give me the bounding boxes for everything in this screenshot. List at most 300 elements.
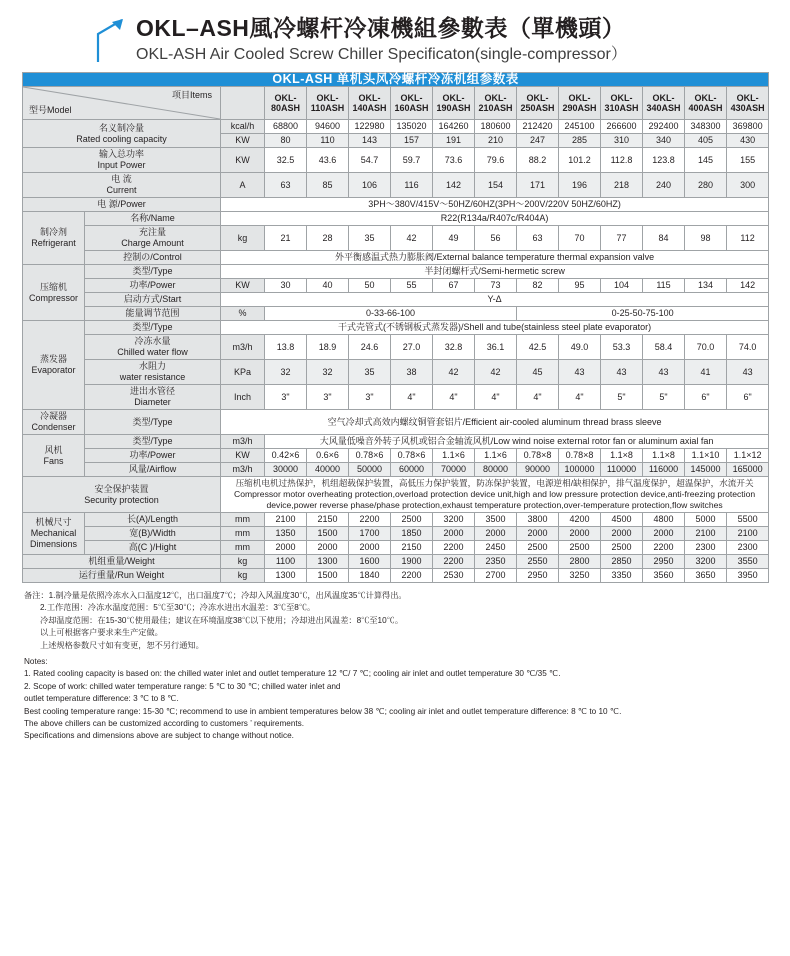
cell-value: 4" [559,385,601,410]
cell-value: 1100 [265,555,307,569]
cell-value: 5500 [727,513,769,527]
cell-value: 142 [727,279,769,293]
model-col-header: OKL- 140ASH [349,87,391,120]
cell-value: 2000 [643,527,685,541]
cell-value: 1.1×6 [475,449,517,463]
cell-value: 155 [727,148,769,173]
cell-value: 1.1×8 [601,449,643,463]
cell-value: 2700 [475,569,517,583]
cell-value: 84 [643,226,685,251]
row-label: 控制の/Control [85,251,221,265]
cell-value: 2000 [433,527,475,541]
cell-value: 247 [517,134,559,148]
cell-value: 70 [559,226,601,251]
cell-value: 3650 [685,569,727,583]
note-en-line: 1. Rated cooling capacity is based on: the chilled water inlet and outlet temperature 12 ℃/ 7 ℃; cooling air inlet and outlet temperature 30 ℃/35 ℃. [24,669,561,679]
row-unit: kg [221,555,265,569]
cell-value: 122980 [349,120,391,134]
table-row [23,410,769,435]
notes-cn [24,590,766,652]
cell-value: 191 [433,134,475,148]
table-row [23,360,769,385]
cell-value: 88.2 [517,148,559,173]
cell-value: 3250 [559,569,601,583]
cell-value: 110 [307,134,349,148]
cell-value: 4500 [601,513,643,527]
table-row-safety [23,477,769,513]
cell-value: 43 [727,360,769,385]
cell-value: 43 [559,360,601,385]
cell-value: 67 [433,279,475,293]
row-unit: mm [221,527,265,541]
cell-value: 2500 [559,541,601,555]
row-label: 机组重量/Weight [23,555,221,569]
cell-value: 43.6 [307,148,349,173]
cell-value: 55 [391,279,433,293]
cell-value: 1.1×8 [643,449,685,463]
cell-value: 3200 [685,555,727,569]
cell-value: 3800 [517,513,559,527]
cell-value: 38 [391,360,433,385]
section-label-dimensions: 机械尺寸 Mechanical Dimensions [23,513,85,555]
table-row [23,513,769,527]
spec-table-body [23,73,769,583]
note-en-line: outlet temperature difference: 3 ℃ to 8 ℃. [24,694,179,704]
model-col-header: OKL- 160ASH [391,87,433,120]
cell-value: 4" [517,385,559,410]
cell-value: 5000 [685,513,727,527]
cell-value: 2800 [559,555,601,569]
cell-value: 240 [643,173,685,198]
notes-en [24,656,766,743]
row-unit: KPa [221,360,265,385]
cell-value: 42 [475,360,517,385]
cell-value: 101.2 [559,148,601,173]
cell-value: 68800 [265,120,307,134]
cell-value: 134 [685,279,727,293]
cell-value: 112 [727,226,769,251]
cell-value: 142 [433,173,475,198]
evaporator-type: 干式壳管式(不锈钢板式蒸发器)/Shell and tube(stainless steel plate evaporator) [221,321,769,335]
cell-value: 45 [517,360,559,385]
row-unit: KW [221,134,265,148]
cell-value: 4200 [559,513,601,527]
cell-value: 2450 [475,541,517,555]
cell-value: 2000 [517,527,559,541]
cell-value: 1.1×6 [433,449,475,463]
cell-value: 49.0 [559,335,601,360]
cell-value: 292400 [643,120,685,134]
model-col-header: OKL- 210ASH [475,87,517,120]
cell-value: 0.78×6 [391,449,433,463]
title-cn: OKL–ASH風冷螺杆冷凍機組參數表（單機頭） [136,15,626,41]
cell-value: 63 [517,226,559,251]
note-en-line: Best cooling temperature range: 15-30 ℃; recommend to use in ambient temperatures below 38 ℃; cooling air inlet and outlet temperature difference: 8 ℃ to 10 ℃. [24,706,622,716]
cell-value: 24.6 [349,335,391,360]
cell-value: 2550 [517,555,559,569]
cell-value: 56 [475,226,517,251]
cell-value: 135020 [391,120,433,134]
cell-value: 2950 [517,569,559,583]
cell-value: 212420 [517,120,559,134]
cell-value: 2150 [307,513,349,527]
cell-value: 27.0 [391,335,433,360]
cell-value: 100000 [559,463,601,477]
cell-value: 143 [349,134,391,148]
row-label: 启动方式/Start [85,293,221,307]
corner-items-label: 项目Items [171,90,212,100]
table-row [23,385,769,410]
row-label: 电 源/Power [23,198,221,212]
cell-value: 2000 [307,541,349,555]
table-row [23,527,769,541]
cell-value: 3950 [727,569,769,583]
cell-value: 266600 [601,120,643,134]
cell-value: 285 [559,134,601,148]
capacity-range-left: 0-33-66-100 [265,307,517,321]
cell-value: 2100 [685,527,727,541]
cell-value: 2100 [727,527,769,541]
cell-value: 2200 [349,513,391,527]
cell-value: 5" [601,385,643,410]
table-row [23,293,769,307]
row-label: 宽(B)/Width [85,527,221,541]
condenser-type: 空气冷却式高效内螺纹铜管套铝片/Efficient air-cooled aluminum thread brass sleeve [221,410,769,435]
cell-value: 13.8 [265,335,307,360]
table-row [23,463,769,477]
cell-value: 310 [601,134,643,148]
cell-value: 0.6×6 [307,449,349,463]
row-label: 电 流 Current [23,173,221,198]
cell-value: 430 [727,134,769,148]
cell-value: 36.1 [475,335,517,360]
cell-value: 196 [559,173,601,198]
cell-value: 116000 [643,463,685,477]
cell-value: 60000 [391,463,433,477]
cell-value: 116 [391,173,433,198]
cell-value: 104 [601,279,643,293]
section-label-refrigerant: 制冷剂 Refrigerant [23,212,85,265]
cell-value: 74.0 [727,335,769,360]
row-unit: KW [221,279,265,293]
table-row [23,173,769,198]
cell-value: 2200 [391,569,433,583]
section-label-compressor: 压缩机 Compressor [23,265,85,321]
cell-value: 18.9 [307,335,349,360]
row-label: 冷冻水量 Chilled water flow [85,335,221,360]
cell-value: 32.5 [265,148,307,173]
table-row [23,265,769,279]
section-label-safety: 安全保护装置 Security protection [23,477,221,513]
model-header-row [23,87,769,120]
cell-value: 77 [601,226,643,251]
row-label: 水阻力 water resistance [85,360,221,385]
table-row [23,541,769,555]
cell-value: 4" [391,385,433,410]
cell-value: 0.78×8 [559,449,601,463]
table-row-power [23,198,769,212]
cell-value: 30000 [265,463,307,477]
model-col-header: OKL- 110ASH [307,87,349,120]
table-row [23,307,769,321]
cell-value: 145 [685,148,727,173]
title-en: OKL-ASH Air Cooled Screw Chiller Specificaton(single-compressor） [136,46,627,63]
cell-value: 40 [307,279,349,293]
row-label: 运行重量/Run Weight [23,569,221,583]
cell-value: 369800 [727,120,769,134]
table-row [23,335,769,360]
cell-value: 1.1×12 [727,449,769,463]
cell-value: 157 [391,134,433,148]
cell-value: 80000 [475,463,517,477]
row-label: 充注量 Charge Amount [85,226,221,251]
cell-value: 1500 [307,569,349,583]
cell-value: 2500 [391,513,433,527]
cell-value: 180600 [475,120,517,134]
table-row [23,148,769,173]
cell-value: 280 [685,173,727,198]
cell-value: 35 [349,360,391,385]
banner-text: OKL-ASH 单机头风冷螺杆冷冻机组参数表 [23,73,769,87]
cell-value: 0.78×6 [349,449,391,463]
cell-value: 2000 [265,541,307,555]
table-row [23,226,769,251]
cell-value: 245100 [559,120,601,134]
cell-value: 106 [349,173,391,198]
table-row [23,569,769,583]
arrow-logo-icon [92,14,136,66]
cell-value: 164260 [433,120,475,134]
table-row [23,279,769,293]
cell-value: 43 [601,360,643,385]
refrigerant-name: R22(R134a/R407c/R404A) [221,212,769,226]
cell-value: 32 [307,360,349,385]
note-en-line: 2. Scope of work: chilled water temperature range: 5 ℃ to 30 ℃; chilled water inlet and [24,681,341,691]
row-unit: % [221,307,265,321]
cell-value: 4" [475,385,517,410]
row-label: 名义制冷量 Rated cooling capacity [23,120,221,148]
cell-value: 348300 [685,120,727,134]
cell-value: 3" [265,385,307,410]
cell-value: 1700 [349,527,391,541]
cell-value: 2500 [517,541,559,555]
row-unit: KW [221,449,265,463]
row-unit: m3/h [221,435,265,449]
cell-value: 3500 [475,513,517,527]
note-cn-line: 备注：1.制冷量是依照冷冻水入口温度12℃，出口温度7℃；冷却入风温度30℃，出风温度35℃计算得出。 [24,591,407,600]
note-cn-line: 以上可根据客户要求来生产定做。 [40,628,163,638]
table-row [23,120,769,134]
cell-value: 1840 [349,569,391,583]
row-unit: mm [221,541,265,555]
power-value: 3PH～380V/415V～50HZ/60HZ(3PH～200V/220V 50HZ/60HZ) [221,198,769,212]
table-row [23,449,769,463]
row-label: 名称/Name [85,212,221,226]
spec-table-wrap [0,72,790,583]
section-label-condenser: 冷凝器 Condenser [23,410,85,435]
cell-value: 1850 [391,527,433,541]
cell-value: 0.42×6 [265,449,307,463]
model-col-header: OKL- 400ASH [685,87,727,120]
table-row [23,251,769,265]
cell-value: 218 [601,173,643,198]
row-unit: A [221,173,265,198]
cell-value: 50 [349,279,391,293]
cell-value: 2000 [349,541,391,555]
cell-value: 5" [643,385,685,410]
row-unit: kcal/h [221,120,265,134]
capacity-range-right: 0-25-50-75-100 [517,307,769,321]
model-col-header: OKL- 310ASH [601,87,643,120]
cell-value: 59.7 [391,148,433,173]
cell-value: 21 [265,226,307,251]
cell-value: 2150 [391,541,433,555]
cell-value: 154 [475,173,517,198]
corner-model-label: 型号Model [29,105,72,115]
cell-value: 90000 [517,463,559,477]
cell-value: 1350 [265,527,307,541]
table-row [23,435,769,449]
cell-value: 63 [265,173,307,198]
row-unit: kg [221,569,265,583]
cell-value: 1900 [391,555,433,569]
cell-value: 0.78×8 [517,449,559,463]
cell-value: 3350 [601,569,643,583]
row-unit: m3/h [221,463,265,477]
cell-value: 6" [685,385,727,410]
row-label: 类型/Type [85,265,221,279]
row-label: 高(C )/Hight [85,541,221,555]
fan-type: 大风量低噪音外转子风机或铝合金轴流风机/Low wind noise external rotor fan or aluminum axial fan [265,435,769,449]
row-label: 类型/Type [85,435,221,449]
row-unit: KW [221,148,265,173]
cell-value: 2200 [433,541,475,555]
row-unit: m3/h [221,335,265,360]
notes-block [0,583,790,743]
cell-value: 165000 [727,463,769,477]
cell-value: 82 [517,279,559,293]
cell-value: 73 [475,279,517,293]
cell-value: 32.8 [433,335,475,360]
cell-value: 80 [265,134,307,148]
cell-value: 110000 [601,463,643,477]
model-col-header: OKL- 80ASH [265,87,307,120]
cell-value: 43 [643,360,685,385]
note-en-line: Specifications and dimensions above are subject to change without notice. [24,731,294,741]
model-col-header: OKL- 430ASH [727,87,769,120]
cell-value: 3200 [433,513,475,527]
cell-value: 53.3 [601,335,643,360]
cell-value: 405 [685,134,727,148]
row-unit: kg [221,226,265,251]
cell-value: 2300 [727,541,769,555]
note-en-line: The above chillers can be customized according to customers ’ requirements. [24,719,305,729]
cell-value: 1600 [349,555,391,569]
cell-value: 1300 [307,555,349,569]
cell-value: 3550 [727,555,769,569]
cell-value: 30 [265,279,307,293]
cell-value: 2000 [475,527,517,541]
cell-value: 49 [433,226,475,251]
header-corner [23,87,221,120]
cell-value: 2850 [601,555,643,569]
cell-value: 42 [433,360,475,385]
cell-value: 58.4 [643,335,685,360]
cell-value: 340 [643,134,685,148]
cell-value: 2100 [265,513,307,527]
cell-value: 2530 [433,569,475,583]
row-label: 功率/Power [85,449,221,463]
row-label: 类型/Type [85,410,221,435]
cell-value: 2950 [643,555,685,569]
cell-value: 94600 [307,120,349,134]
row-label: 长(A)/Length [85,513,221,527]
model-col-unit [221,87,265,120]
section-label-evaporator: 蒸发器 Evaporator [23,321,85,410]
page-title [136,14,627,66]
cell-value: 85 [307,173,349,198]
row-label: 进出水管径 Diameter [85,385,221,410]
cell-value: 3560 [643,569,685,583]
cell-value: 1500 [307,527,349,541]
safety-text: 压缩机电机过热保护，机组超载保护装置，高低压力保护装置，防冻保护装置，电源逆相/缺相保护，排气温度保护，超温保护，水流开关 Compressor motor overheating protection,overload protection device unit,high and low pressure protection device,anti-freezing protection device,power reverse phase/phase protection,exhaust temperature protection,over-temperature protection,flow switches [221,477,769,513]
compressor-type: 半封闭螺杆式/Semi-hermetic screw [221,265,769,279]
cell-value: 70000 [433,463,475,477]
table-banner [23,73,769,87]
row-label: 类型/Type [85,321,221,335]
cell-value: 2200 [643,541,685,555]
cell-value: 70.0 [685,335,727,360]
row-label: 输入总功率 Input Power [23,148,221,173]
cell-value: 32 [265,360,307,385]
cell-value: 35 [349,226,391,251]
table-row [23,321,769,335]
cell-value: 2500 [601,541,643,555]
cell-value: 1.1×10 [685,449,727,463]
row-label: 功率/Power [85,279,221,293]
cell-value: 98 [685,226,727,251]
spec-table [22,72,769,583]
cell-value: 300 [727,173,769,198]
notes-en-title: Notes: [24,657,48,667]
cell-value: 6" [727,385,769,410]
cell-value: 2000 [601,527,643,541]
note-cn-line: 冷却温度范围：在15-30℃使用最佳；建议在环境温度38℃以下使用；冷却进出风温差：8℃至10℃。 [40,615,404,625]
cell-value: 4800 [643,513,685,527]
cell-value: 210 [475,134,517,148]
row-unit: mm [221,513,265,527]
compressor-start: Υ-Δ [221,293,769,307]
cell-value: 41 [685,360,727,385]
cell-value: 2000 [559,527,601,541]
cell-value: 123.8 [643,148,685,173]
row-label: 能量调节范围 [85,307,221,321]
model-col-header: OKL- 250ASH [517,87,559,120]
cell-value: 54.7 [349,148,391,173]
cell-value: 28 [307,226,349,251]
model-col-header: OKL- 190ASH [433,87,475,120]
cell-value: 50000 [349,463,391,477]
section-label-fans: 风机 Fans [23,435,85,477]
cell-value: 73.6 [433,148,475,173]
cell-value: 171 [517,173,559,198]
page-header [0,0,790,72]
cell-value: 3" [349,385,391,410]
table-row [23,212,769,226]
row-label: 风量/Airflow [85,463,221,477]
cell-value: 115 [643,279,685,293]
cell-value: 1300 [265,569,307,583]
